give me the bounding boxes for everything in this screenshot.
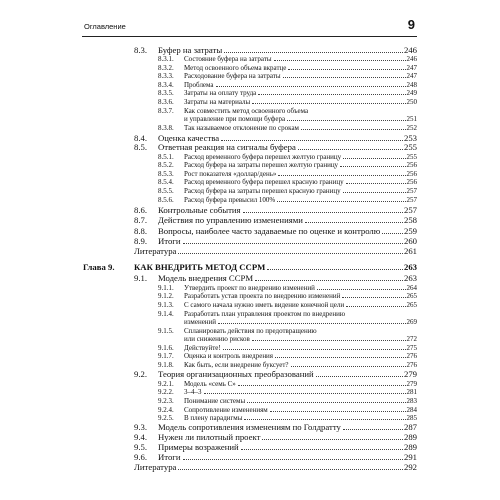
toc-entry-title: Разработать устав проекта по внедрению изменений bbox=[184, 292, 341, 300]
toc-entry-title: и управление при помощи буфера bbox=[184, 115, 286, 123]
toc-entry-page: 256 bbox=[406, 178, 417, 186]
dot-leader bbox=[274, 60, 406, 61]
toc-entry bbox=[0, 122, 500, 132]
dot-leader bbox=[287, 120, 405, 121]
dot-leader bbox=[305, 222, 403, 223]
dot-leader bbox=[221, 140, 403, 141]
toc-entry-number: 9.2.4. bbox=[158, 406, 174, 414]
toc-entry-number: 8.3. bbox=[134, 45, 148, 55]
toc-entry-page: 250 bbox=[406, 98, 417, 106]
dot-leader bbox=[252, 103, 405, 104]
toc-entry-page: 284 bbox=[406, 406, 417, 414]
toc-entry-number: 8.5.5. bbox=[158, 187, 174, 195]
toc-entry-page: 287 bbox=[403, 422, 417, 432]
toc-entry-number: 9.1.2. bbox=[158, 292, 174, 300]
toc-entry-title: Теория организационных преобразований bbox=[158, 369, 314, 379]
toc-entry-page: 279 bbox=[406, 380, 417, 388]
dot-leader bbox=[275, 357, 405, 358]
toc-entry-number: Глава 9. bbox=[83, 262, 115, 272]
toc-entry-title: Итоги bbox=[158, 236, 181, 246]
toc-entry bbox=[0, 452, 500, 462]
dot-leader bbox=[247, 402, 405, 403]
toc-entry-title: Литература bbox=[134, 462, 177, 472]
toc-entry-number: 9.1.1. bbox=[158, 284, 174, 292]
toc-entry-title: Разработать план управления проектом по внедрению bbox=[184, 310, 346, 318]
header-page-number: 9 bbox=[407, 17, 415, 32]
dot-leader bbox=[252, 340, 406, 341]
dot-leader bbox=[178, 253, 403, 254]
toc-entry-number: 8.5.6. bbox=[158, 196, 174, 204]
toc-entry-page: 246 bbox=[406, 55, 417, 63]
dot-leader bbox=[244, 419, 405, 420]
toc-entry-title: Нужен ли пилотный проект bbox=[158, 432, 261, 442]
dot-leader bbox=[183, 459, 403, 460]
toc-entry-title: Ответная реакция на сигналы буфера bbox=[158, 142, 296, 152]
toc-entry-number: 9.1.6. bbox=[158, 344, 174, 352]
toc-entry-number: 8.3.3. bbox=[158, 72, 174, 80]
toc-entry bbox=[0, 205, 500, 215]
toc-entry-number: 9.1.7. bbox=[158, 352, 174, 360]
toc-entry-page: 292 bbox=[403, 462, 417, 472]
toc-entry-page: 265 bbox=[406, 301, 417, 309]
dot-leader bbox=[243, 212, 403, 213]
toc-entry-title: Оценка и контроль внедрения bbox=[184, 352, 274, 360]
toc-entry-number: 8.6. bbox=[134, 205, 148, 215]
dot-leader bbox=[291, 366, 406, 367]
toc-entry-page: 249 bbox=[406, 89, 417, 97]
toc-entry-page: 289 bbox=[403, 432, 417, 442]
toc-entry-title: Действия по управлению изменениями bbox=[158, 215, 303, 225]
toc-entry-page: 247 bbox=[406, 72, 417, 80]
toc-entry-title: Метод освоенного объема вкратце bbox=[184, 64, 287, 72]
toc-entry-page: 248 bbox=[406, 81, 417, 89]
toc-entry-title: Спланировать действия по предотвращению bbox=[184, 327, 317, 335]
dot-leader bbox=[258, 94, 405, 95]
toc-entry-title: Понимание системы bbox=[184, 397, 246, 405]
dot-leader bbox=[316, 376, 403, 377]
dot-leader bbox=[183, 243, 403, 244]
toc-entry-title: Модель сопротивления изменениям по Голдратту bbox=[158, 422, 341, 432]
toc-entry-title: Проблема bbox=[184, 81, 214, 89]
toc-entry-title: Модель внедрения CCPM bbox=[158, 273, 254, 283]
dot-leader bbox=[346, 183, 406, 184]
toc-entry-number: 8.5.2. bbox=[158, 161, 174, 169]
toc-entry-number: 9.2.5. bbox=[158, 414, 174, 422]
toc-entry-number: 9.1. bbox=[134, 273, 148, 283]
toc-entry-page: 269 bbox=[406, 318, 417, 326]
toc-entry-number: 9.2. bbox=[134, 369, 148, 379]
toc-entry-page: 246 bbox=[403, 45, 417, 55]
toc-entry-title: Итоги bbox=[158, 452, 181, 462]
toc-entry bbox=[0, 432, 500, 442]
toc-entry-title: Оценка качества bbox=[158, 133, 220, 143]
toc-entry-page: 263 bbox=[403, 273, 417, 283]
dot-leader bbox=[218, 323, 405, 324]
toc-entry-title: Как быть, если внедрение буксует? bbox=[184, 361, 289, 369]
toc-entry-page: 253 bbox=[403, 133, 417, 143]
toc-entry-page: 257 bbox=[403, 205, 417, 215]
toc-entry-number: 8.3.7. bbox=[158, 107, 174, 115]
toc-entry bbox=[0, 194, 500, 204]
dot-leader bbox=[343, 429, 403, 430]
toc-entry-page: 279 bbox=[403, 369, 417, 379]
toc-entry-number: 8.5.1. bbox=[158, 153, 174, 161]
toc-entry-title: 3–4–3 bbox=[184, 388, 202, 396]
dot-leader bbox=[277, 201, 405, 202]
dot-leader bbox=[301, 129, 406, 130]
toc-entry-title: Затраты на материалы bbox=[184, 98, 251, 106]
toc-entry-number: 9.5. bbox=[134, 442, 148, 452]
toc-entry-title: Буфер на затраты bbox=[158, 45, 223, 55]
toc-entry-page: 275 bbox=[406, 344, 417, 352]
toc-entry-number: 9.2.3. bbox=[158, 397, 174, 405]
toc-entry-title: Расход буфера на затраты перешел красную границу bbox=[184, 187, 341, 195]
toc-entry-title: Как совместить метод освоенного объема bbox=[184, 107, 309, 115]
toc-entry-title: Состояние буфера на затраты bbox=[184, 55, 272, 63]
toc-entry bbox=[0, 246, 500, 256]
toc-entry-title: Утвердить проект по внедрению изменений bbox=[184, 284, 315, 292]
toc-entry-title: Расход временного буфера перешел желтую границу bbox=[184, 153, 342, 161]
toc-entry-page: 276 bbox=[406, 352, 417, 360]
toc-entry-page: 272 bbox=[406, 335, 417, 343]
toc-entry-number: 8.3.4. bbox=[158, 81, 174, 89]
toc-entry-page: 258 bbox=[403, 215, 417, 225]
toc-entry-number: 8.8. bbox=[134, 226, 148, 236]
toc-entry-title: Так называемое отклонение по срокам bbox=[184, 124, 299, 132]
toc-entry-title: Действуйте! bbox=[184, 344, 221, 352]
dot-leader bbox=[262, 439, 403, 440]
toc-entry-number: 9.1.5. bbox=[158, 327, 174, 335]
dot-leader bbox=[340, 166, 405, 167]
toc-entry-number: 9.2.1. bbox=[158, 380, 174, 388]
dot-leader bbox=[342, 297, 405, 298]
toc-entry-title: Расход буфера превысил 100% bbox=[184, 196, 276, 204]
toc-entry-page: 257 bbox=[406, 187, 417, 195]
header-title: Оглавление bbox=[84, 22, 126, 31]
toc-entry-page: 255 bbox=[406, 153, 417, 161]
dot-leader bbox=[241, 449, 403, 450]
toc-entry bbox=[0, 236, 500, 246]
toc-entry-title: Литература bbox=[134, 246, 177, 256]
toc-entry bbox=[0, 412, 500, 422]
toc-entry-title: Расход буфера на затраты перешел желтую границу bbox=[184, 161, 339, 169]
toc-entry-page: 251 bbox=[406, 115, 417, 123]
toc-entry-title: В плену парадигмы bbox=[184, 414, 243, 422]
dot-leader bbox=[283, 77, 406, 78]
toc-entry-page: 247 bbox=[406, 64, 417, 72]
toc-entry-page: 285 bbox=[406, 414, 417, 422]
toc-entry-page: 261 bbox=[403, 246, 417, 256]
dot-leader bbox=[255, 280, 403, 281]
dot-leader bbox=[343, 192, 406, 193]
dot-leader bbox=[178, 469, 403, 470]
toc-entry-number: 8.3.6. bbox=[158, 98, 174, 106]
toc-entry-number: 8.5.3. bbox=[158, 170, 174, 178]
page-header bbox=[82, 18, 417, 37]
toc-entry-number: 9.4. bbox=[134, 432, 148, 442]
toc-entry-title: Затраты на оплату труда bbox=[184, 89, 257, 97]
toc-entry-number: 9.1.4. bbox=[158, 310, 174, 318]
toc-entry-title: Вопросы, наиболее часто задаваемые по оценке и контролю bbox=[158, 226, 381, 236]
toc-entry-title: КАК ВНЕДРИТЬ МЕТОД CCPM bbox=[134, 262, 266, 272]
toc-entry-page: 283 bbox=[406, 397, 417, 405]
toc-entry-number: 8.5.4. bbox=[158, 178, 174, 186]
dot-leader bbox=[298, 149, 403, 150]
toc-entry-number: 9.1.3. bbox=[158, 301, 174, 309]
toc-entry bbox=[0, 442, 500, 452]
toc-entry-page: 256 bbox=[406, 161, 417, 169]
dot-leader bbox=[382, 233, 403, 234]
toc-entry-number: 8.9. bbox=[134, 236, 148, 246]
dot-leader bbox=[346, 306, 405, 307]
toc-entry-page: 276 bbox=[406, 361, 417, 369]
toc-entry-number: 8.3.8. bbox=[158, 124, 174, 132]
toc-entry-page: 281 bbox=[406, 388, 417, 396]
toc-entry-title: изменений bbox=[184, 318, 217, 326]
toc-entry-page: 256 bbox=[406, 170, 417, 178]
toc-entry-title: Расходование буфера на затраты bbox=[184, 72, 281, 80]
toc-entry-number: 8.5. bbox=[134, 142, 148, 152]
toc-entry-page: 263 bbox=[403, 262, 417, 272]
toc-entry-page: 252 bbox=[406, 124, 417, 132]
dot-leader bbox=[204, 393, 406, 394]
toc-entry bbox=[0, 262, 500, 272]
toc-entry-title: С самого начала нужно иметь видение конечной цели bbox=[184, 301, 345, 309]
toc-entry bbox=[0, 215, 500, 225]
toc-entry-number: 9.1.8. bbox=[158, 361, 174, 369]
toc-entry-title: Расход временного буфера перешел красную границу bbox=[184, 178, 344, 186]
toc-entry-page: 289 bbox=[403, 442, 417, 452]
toc-entry bbox=[0, 226, 500, 236]
toc-entry-title: Контрольные события bbox=[158, 205, 241, 215]
toc-entry-number: 8.4. bbox=[134, 133, 148, 143]
toc-entry-title: Рост показателя «доллар/день» bbox=[184, 170, 277, 178]
toc-entry-page: 259 bbox=[403, 226, 417, 236]
toc-entry-title: Модель «семь С» bbox=[184, 380, 236, 388]
toc-entry bbox=[0, 359, 500, 369]
toc-entry-page: 257 bbox=[406, 196, 417, 204]
toc-entry bbox=[0, 462, 500, 472]
toc-entry-number: 8.3.2. bbox=[158, 64, 174, 72]
toc-entry-title: Сопротивление изменениям bbox=[184, 406, 268, 414]
toc-entry-number: 9.2.2. bbox=[158, 388, 174, 396]
toc-entry-page: 260 bbox=[403, 236, 417, 246]
toc-entry-number: 8.3.5. bbox=[158, 89, 174, 97]
toc-entry bbox=[0, 422, 500, 432]
toc-entry-page: 265 bbox=[406, 292, 417, 300]
toc-entry-title: Примеры возражений bbox=[158, 442, 239, 452]
toc-entry-page: 255 bbox=[403, 142, 417, 152]
toc-entry-number: 8.7. bbox=[134, 215, 148, 225]
toc-entry-number: 9.6. bbox=[134, 452, 148, 462]
toc-entry-title: или снижению рисков bbox=[184, 335, 250, 343]
dot-leader bbox=[267, 269, 403, 270]
toc-entry-page: 264 bbox=[406, 284, 417, 292]
toc-entry-number: 8.3.1. bbox=[158, 55, 174, 63]
toc-entry-number: 9.3. bbox=[134, 422, 148, 432]
toc-entry-page: 291 bbox=[403, 452, 417, 462]
